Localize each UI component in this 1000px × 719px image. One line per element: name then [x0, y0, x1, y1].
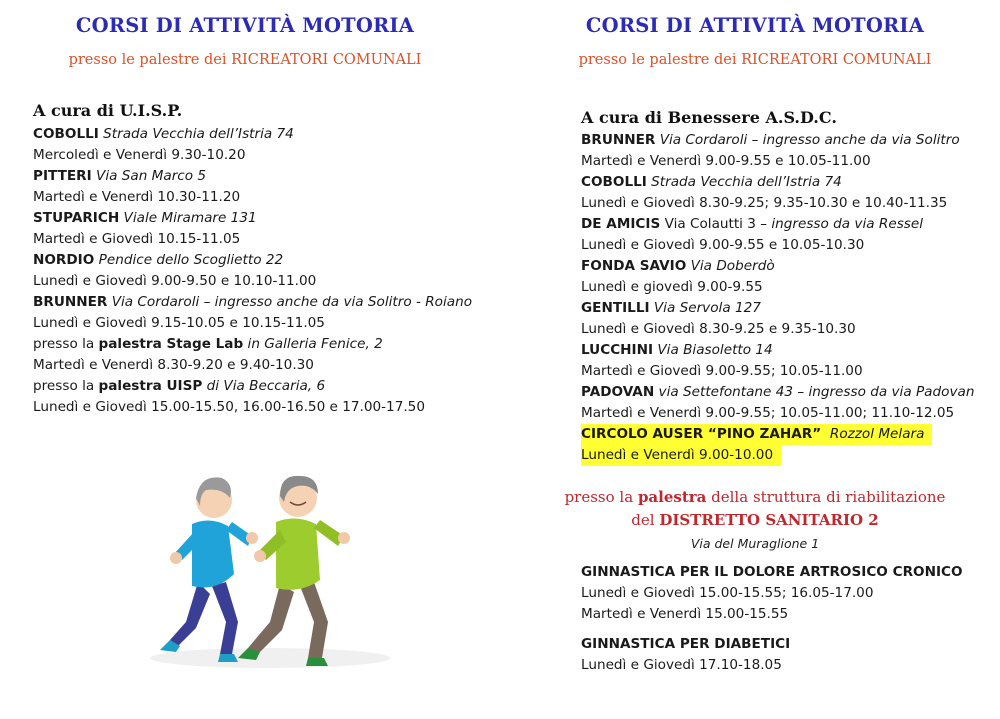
- schedule-text: Lunedì e Giovedì 9.15-10.05 e 10.15-11.05: [33, 315, 325, 331]
- senior-man-figure: [238, 476, 350, 666]
- schedule-text: Lunedì e Giovedì 9.00-9.50 e 10.10-11.00: [33, 273, 317, 289]
- left-subtitle: presso le palestre dei RICREATORI COMUNALI: [68, 52, 422, 68]
- list-item: BRUNNER Via Cordaroli – ingresso anche da via Solitro - Roiano: [33, 294, 473, 310]
- highlighted-schedule: Lunedì e Venerdì 9.00-10.00: [581, 445, 974, 466]
- schedule-text: Martedì e Venerdì 15.00-15.55: [581, 606, 789, 622]
- course-title: GINNASTICA PER IL DOLORE ARTROSICO CRONICO: [581, 564, 963, 580]
- schedule-text: Martedì e Venerdì 9.00-9.55 e 10.05-11.00: [581, 153, 871, 169]
- schedule-text: Lunedì e Giovedì 15.00-15.55; 16.05-17.00: [581, 585, 874, 601]
- list-item: COBOLLI Strada Vecchia dell’Istria 74: [581, 174, 842, 190]
- walking-seniors-illustration: [130, 462, 410, 672]
- district-heading-line2: del DISTRETTO SANITARIO 2: [631, 511, 879, 529]
- schedule-text: Mercoledì e Venerdì 9.30-10.20: [33, 147, 246, 163]
- senior-woman-figure: [160, 477, 258, 662]
- left-title: CORSI DI ATTIVITÀ MOTORIA: [75, 14, 415, 37]
- left-course-list: [33, 124, 472, 418]
- course-title: GINNASTICA PER DIABETICI: [581, 636, 791, 652]
- district-address: Via del Muraglione 1: [690, 536, 820, 551]
- list-item: BRUNNER Via Cordaroli – ingresso anche da via Solitro: [581, 132, 960, 148]
- schedule-text: Lunedì e giovedì 9.00-9.55: [581, 279, 763, 295]
- schedule-text: Lunedì e Giovedì 8.30-9.25 e 9.35-10.30: [581, 321, 856, 337]
- right-course-list: [581, 130, 974, 466]
- schedule-text: Lunedì e Giovedì 9.00-9.55 e 10.05-10.30: [581, 237, 865, 253]
- highlighted-item: CIRCOLO AUSER “PINO ZAHAR” Rozzol Melara: [581, 424, 974, 445]
- list-item: COBOLLI Strada Vecchia dell’Istria 74: [33, 126, 294, 142]
- list-item: FONDA SAVIO Via Doberdò: [581, 258, 775, 274]
- schedule-text: Martedì e Venerdì 9.00-9.55; 10.05-11.00; 11.10-12.05: [581, 405, 955, 421]
- right-section-heading: A cura di Benessere A.S.D.C.: [581, 108, 837, 127]
- schedule-text: Martedì e Giovedì 9.00-9.55; 10.05-11.00: [581, 363, 863, 379]
- left-section-heading: A cura di U.I.S.P.: [33, 101, 183, 120]
- list-item: PITTERI Via San Marco 5: [33, 168, 207, 184]
- list-item: LUCCHINI Via Biasoletto 14: [581, 342, 773, 358]
- list-item: DE AMICIS Via Colautti 3 – ingresso da via Ressel: [581, 216, 924, 232]
- district-heading-line1: presso la palestra della struttura di riabilitazione: [564, 488, 946, 506]
- list-item: STUPARICH Viale Miramare 131: [33, 210, 257, 226]
- schedule-text: Lunedì e Giovedì 15.00-15.50, 16.00-16.50 e 17.00-17.50: [33, 399, 425, 415]
- district-courses: [581, 562, 963, 625]
- list-item: PADOVAN via Settefontane 43 – ingresso da via Padovan: [581, 384, 975, 400]
- right-title: CORSI DI ATTIVITÀ MOTORIA: [585, 14, 925, 37]
- list-item: GENTILLI Via Servola 127: [581, 300, 761, 316]
- list-item: presso la palestra UISP di Via Beccaria, 6: [33, 378, 326, 394]
- schedule-text: Lunedì e Giovedì 17.10-18.05: [581, 657, 782, 673]
- schedule-text: Lunedì e Giovedì 8.30-9.25; 9.35-10.30 e 10.40-11.35: [581, 195, 948, 211]
- schedule-text: Martedì e Giovedì 10.15-11.05: [33, 231, 241, 247]
- district-courses-2: [581, 634, 790, 676]
- schedule-text: Martedì e Venerdì 10.30-11.20: [33, 189, 241, 205]
- schedule-text: Martedì e Venerdì 8.30-9.20 e 9.40-10.30: [33, 357, 314, 373]
- list-item: presso la palestra Stage Lab in Galleria Fenice, 2: [33, 336, 383, 352]
- right-subtitle: presso le palestre dei RICREATORI COMUNALI: [578, 52, 932, 68]
- list-item: NORDIO Pendice dello Scoglietto 22: [33, 252, 284, 268]
